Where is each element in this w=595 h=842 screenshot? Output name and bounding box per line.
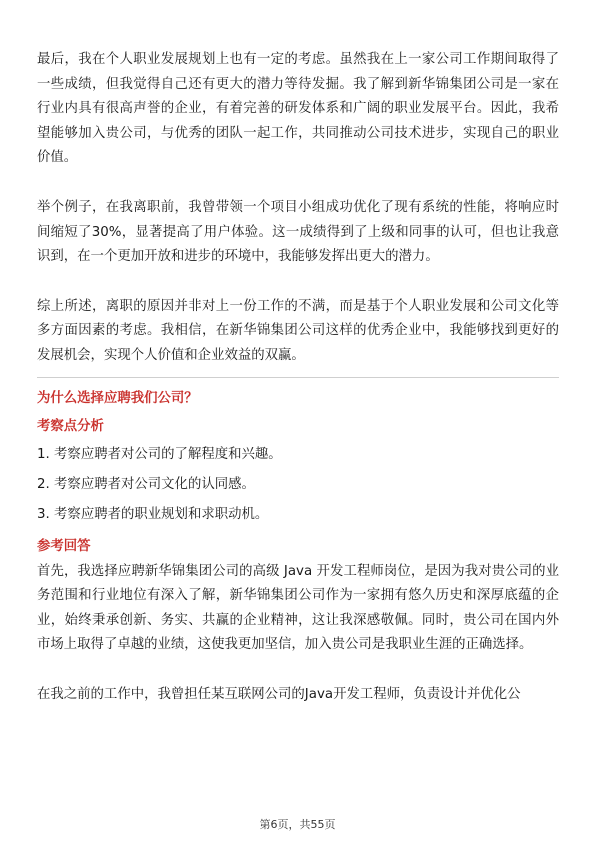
answer-heading: 参考回答: [37, 538, 91, 554]
paragraph-gap: [37, 171, 559, 196]
analysis-item-1: 1. 考察应聘者对公司的了解程度和兴趣。: [37, 446, 282, 462]
section-divider: [37, 377, 559, 378]
page-footer: 第6页，共55页: [259, 818, 336, 831]
analysis-heading: 考察点分析: [37, 418, 104, 434]
heading-gap: [37, 528, 559, 536]
paragraph-career-planning: 最后，我在个人职业发展规划上也有一定的考虑。虽然我在上一家公司工作期间取得了一些成绩，但我觉得自己还有更大的潜力等待发掘。我了解到新华锦集团公司是一家在行业内具有很高声誉的企业，有着完善的研发体系和广阔的职业发展平台。因此，我希望能够加入贵公司，与优秀的团队一起工作，共同推动公司技术进步，实现自己的职业价值。: [37, 52, 559, 166]
paragraph-gap: [37, 658, 559, 683]
answer-paragraph-2: 在我之前的工作中，我曾担任某互联网公司的Java开发工程师，负责设计并优化公: [37, 686, 521, 702]
analysis-item-3: 3. 考察应聘者的职业规划和求职动机。: [37, 506, 269, 522]
paragraph-example: 举个例子，在我离职前，我曾带领一个项目小组成功优化了现有系统的性能，将响应时间缩短了30%，显著提高了用户体验。这一成绩得到了上级和同事的认可，但也让我意识到，在一个更加开放和进步的环境中，我能够发挥出更大的潜力。: [37, 199, 559, 265]
paragraph-summary: 综上所述，离职的原因并非对上一份工作的不满，而是基于个人职业发展和公司文化等多方面因素的考虑。我相信，在新华锦集团公司这样的优秀企业中，我能够找到更好的发展机会，实现个人价值和企业效益的双赢。: [37, 298, 559, 363]
question-title: 为什么选择应聘我们公司？: [37, 390, 198, 406]
analysis-item-2: 2. 考察应聘者对公司文化的认同感。: [37, 476, 255, 492]
paragraph-gap: [37, 270, 559, 295]
document-page: [37, 48, 559, 708]
answer-paragraph-1: 首先，我选择应聘新华锦集团公司的高级 Java 开发工程师岗位，是因为我对贵公司的业务范围和行业地位有深入了解，新华锦集团公司作为一家拥有悠久历史和深厚底蕴的企业，始终秉承创新、务实、共赢的企业精神，这让我深感敬佩。同时，贵公司在国内外市场上取得了卓越的业绩，这使我更加坚信，加入贵公司是我职业生涯的正确选择。: [37, 563, 559, 653]
